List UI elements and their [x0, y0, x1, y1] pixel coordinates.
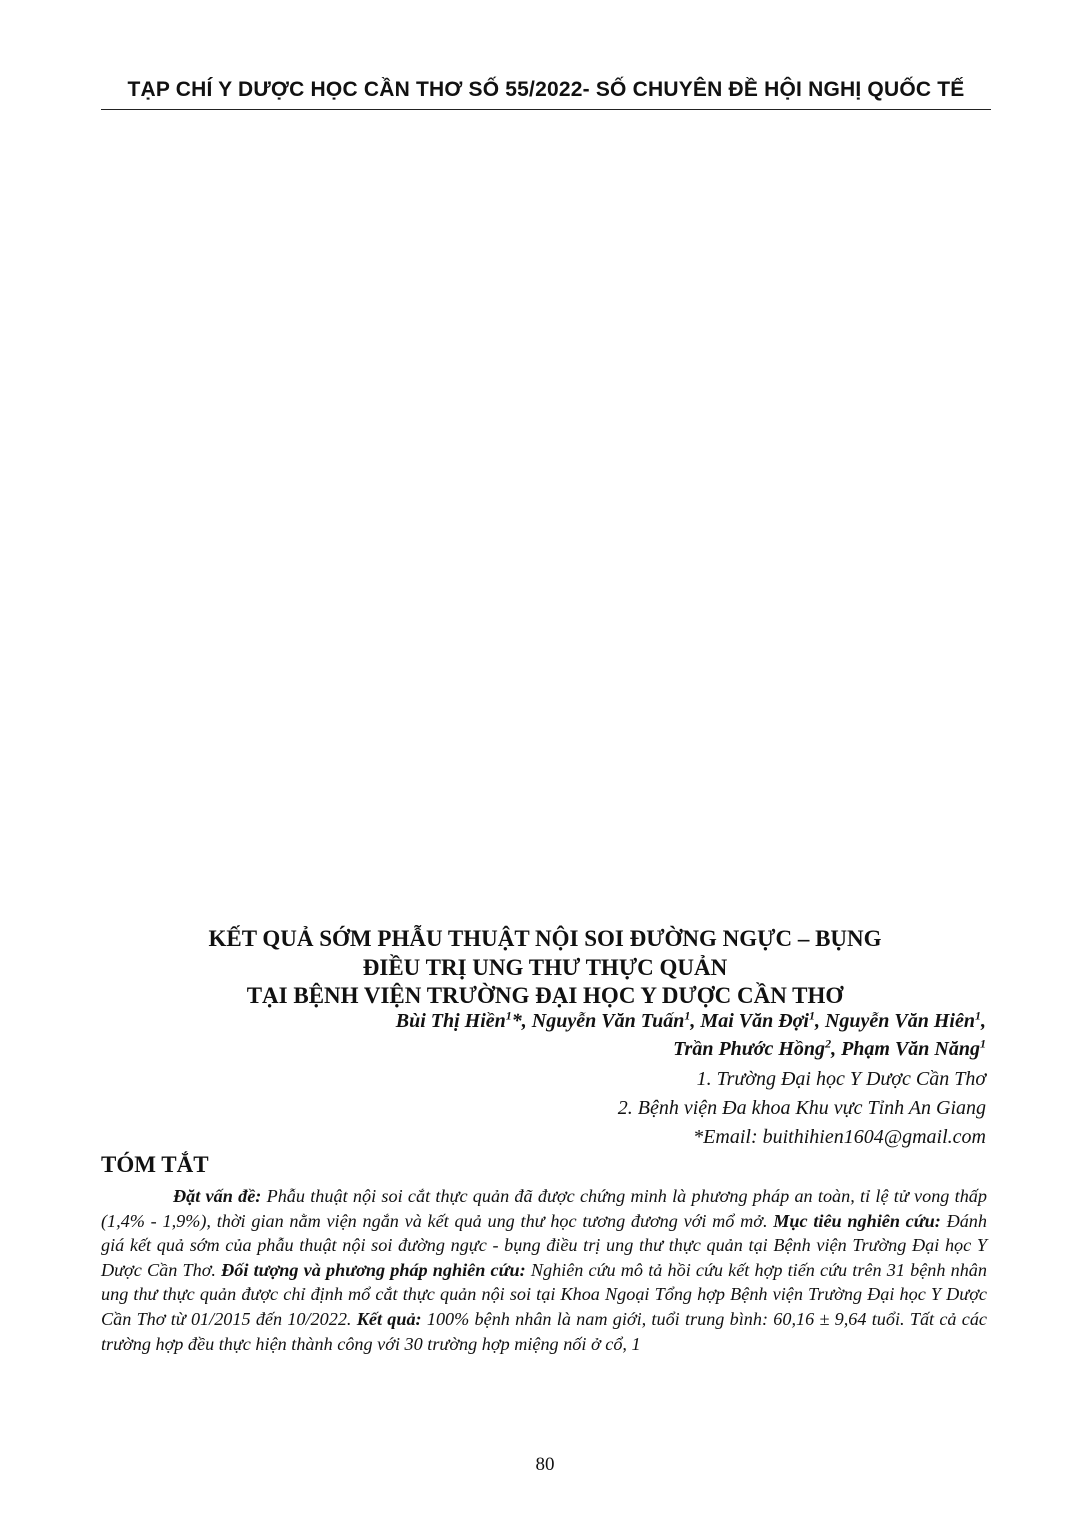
author-sep: ,	[831, 1038, 842, 1060]
article-title-line-2: ĐIỀU TRỊ UNG THƯ THỰC QUẢN	[362, 955, 728, 980]
author-name: Nguyễn Văn Hiên	[824, 1010, 975, 1032]
header-rule	[101, 109, 991, 110]
author-affil-mark: 1	[684, 1008, 691, 1023]
section-heading-abstract: TÓM TẮT	[101, 1152, 209, 1177]
author-sep: ,	[814, 1010, 825, 1032]
abstract-label-results: Kết quả:	[356, 1308, 422, 1329]
abstract-text: Đánh giá kết quả sớm của phẫu thuật nội soi đường ngực - bụng điều trị ung thư thực quản tại Bệnh viện Trường Đại học Y Dược Cần Thơ.	[101, 1210, 987, 1280]
affiliation-1: 1. Trường Đại học Y Dược Cần Thơ	[696, 1068, 986, 1090]
page-number: 80	[535, 1454, 555, 1475]
email-address: : buithihien1604@gmail.com	[750, 1126, 986, 1148]
author-sep: ,	[690, 1010, 701, 1032]
article-title-line-3: TẠI BỆNH VIỆN TRƯỜNG ĐẠI HỌC Y DƯỢC CẦN THƠ	[246, 983, 844, 1008]
author-name: Mai Văn Đợi	[700, 1010, 809, 1032]
author-affil-mark: 1	[505, 1008, 512, 1023]
author-sep: *,	[511, 1010, 532, 1032]
author-affil-mark: 1	[980, 1036, 986, 1051]
abstract-text: Nghiên cứu mô tả hồi cứu kết hợp tiến cứu trên 31 bệnh nhân ung thư thực quản được chỉ định mổ cắt thực quản nội soi tại Khoa Ngoại Tổng hợp Bệnh viện Trường Đại học Y Dược Cần Thơ từ 01/2015 đến 10/2022.	[101, 1259, 987, 1329]
abstract-text: Phẫu thuật nội soi cắt thực quản đã được chứng minh là phương pháp an toàn, tỉ lệ tử vong thấp (1,4% - 1,9%), thời gian nằm viện ngắn và kết quả ung thư học tương đương với mổ mở.	[101, 1186, 987, 1231]
corresponding-email	[693, 1126, 986, 1149]
author-name: Bùi Thị Hiền	[395, 1010, 506, 1032]
abstract-label-background: Đặt vấn đề:	[173, 1186, 262, 1206]
author-affil-mark: 1	[808, 1008, 815, 1023]
running-head: TẠP CHÍ Y DƯỢC HỌC CẦN THƠ SỐ 55/2022- SỐ CHUYÊN ĐỀ HỘI NGHỊ QUỐC TẾ	[127, 78, 965, 101]
abstract-label-objective: Mục tiêu nghiên cứu:	[773, 1210, 941, 1231]
email-label: *Email	[693, 1126, 751, 1148]
article-title-line-1: KẾT QUẢ SỚM PHẪU THUẬT NỘI SOI ĐƯỜNG NGỰC – BỤNG	[208, 926, 882, 951]
author-affil-mark: 1	[975, 1008, 981, 1023]
abstract-text: 100% bệnh nhân là nam giới, tuổi trung bình: 60,16 ± 9,64 tuổi. Tất cả các trường hợp đều thực hiện thành công với 30 trường hợp miệng nối ở cổ, 1	[101, 1308, 987, 1354]
affiliation-2: 2. Bệnh viện Đa khoa Khu vực Tỉnh An Giang	[617, 1097, 986, 1119]
author-name: Trần Phước Hồng	[673, 1038, 826, 1060]
author-sep: ,	[981, 1010, 986, 1032]
author-affil-mark: 2	[825, 1036, 832, 1051]
abstract-paragraph	[101, 1184, 987, 1356]
author-line-2	[673, 1038, 986, 1061]
abstract-label-methods: Đối tượng và phương pháp nghiên cứu:	[221, 1259, 526, 1280]
author-name: Nguyễn Văn Tuấn	[531, 1010, 685, 1032]
author-line-1	[396, 1010, 986, 1033]
author-name: Phạm Văn Năng	[841, 1038, 980, 1060]
